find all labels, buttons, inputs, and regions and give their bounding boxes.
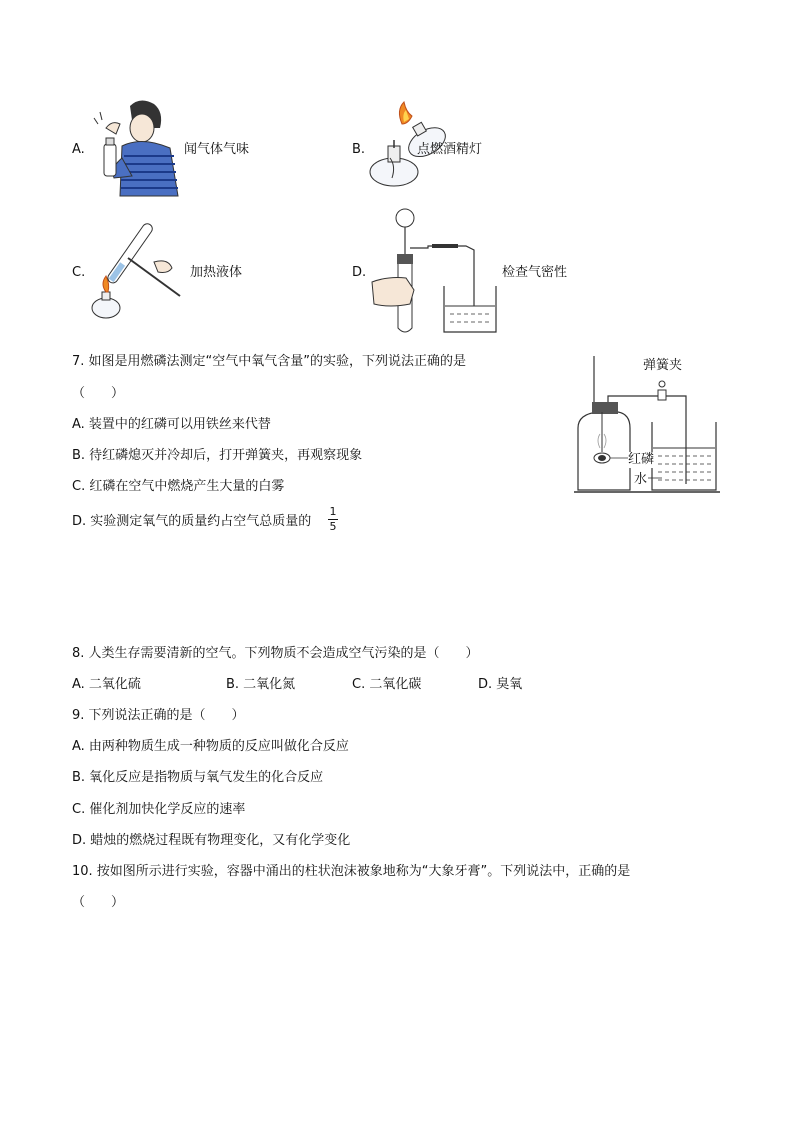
label-red-phosphorus: 红磷 (628, 452, 655, 467)
smelling-gas-figure (92, 98, 184, 196)
q9-option-a: A. 由两种物质生成一种物质的反应叫做化合反应 (72, 739, 349, 754)
q7-stem: 7. 如图是用燃磷法测定“空气中氧气含量”的实验，下列说法正确的是 (72, 354, 467, 369)
label-spring-clip: 弹簧夹 (643, 358, 683, 373)
option-b-letter: B. (352, 142, 366, 157)
q9-stem: 9. 下列说法正确的是（ ） (72, 708, 245, 723)
fraction-numerator: 1 (329, 505, 337, 518)
q9-option-c: C. 催化剂加快化学反应的速率 (72, 802, 246, 817)
option-a-letter: A. (72, 142, 85, 157)
heating-liquid-figure (88, 228, 188, 320)
q8-option-b: B. 二氧化氮 (226, 677, 296, 692)
option-c-letter: C. (72, 265, 86, 280)
q7-blank: （ ） (72, 386, 125, 401)
q10-blank: （ ） (72, 895, 125, 910)
option-b-caption: 点燃酒精灯 (417, 142, 483, 157)
option-c-caption: 加热液体 (190, 265, 243, 280)
fraction-one-fifth (328, 506, 338, 533)
q7-option-d: D. 实验测定氧气的质量约占空气总质量的 (72, 514, 312, 529)
q8-stem: 8. 人类生存需要清新的空气。下列物质不会造成空气污染的是（ ） (72, 646, 479, 661)
q10-stem: 10. 按如图所示进行实验，容器中涌出的柱状泡沫被象地称为“大象牙膏”。下列说法中，正确的是 (72, 864, 631, 879)
label-water: 水 (634, 472, 648, 487)
airtightness-check-figure (370, 208, 504, 336)
fraction-denominator: 5 (329, 520, 337, 533)
option-a-caption: 闻气体气味 (184, 142, 250, 157)
q8-option-a: A. 二氧化硫 (72, 677, 141, 692)
q8-option-c: C. 二氧化碳 (352, 677, 422, 692)
q9-option-d: D. 蜡烛的燃烧过程既有物理变化，又有化学变化 (72, 833, 351, 848)
q7-option-b: B. 待红磷熄灭并冷却后，打开弹簧夹，再观察现象 (72, 448, 363, 463)
q7-option-a: A. 装置中的红磷可以用铁丝来代替 (72, 417, 271, 432)
q9-option-b: B. 氧化反应是指物质与氧气发生的化合反应 (72, 770, 324, 785)
q8-option-d: D. 臭氧 (478, 677, 523, 692)
q7-option-c: C. 红磷在空气中燃烧产生大量的白雾 (72, 479, 285, 494)
option-d-caption: 检查气密性 (502, 265, 568, 280)
option-d-letter: D. (352, 265, 367, 280)
